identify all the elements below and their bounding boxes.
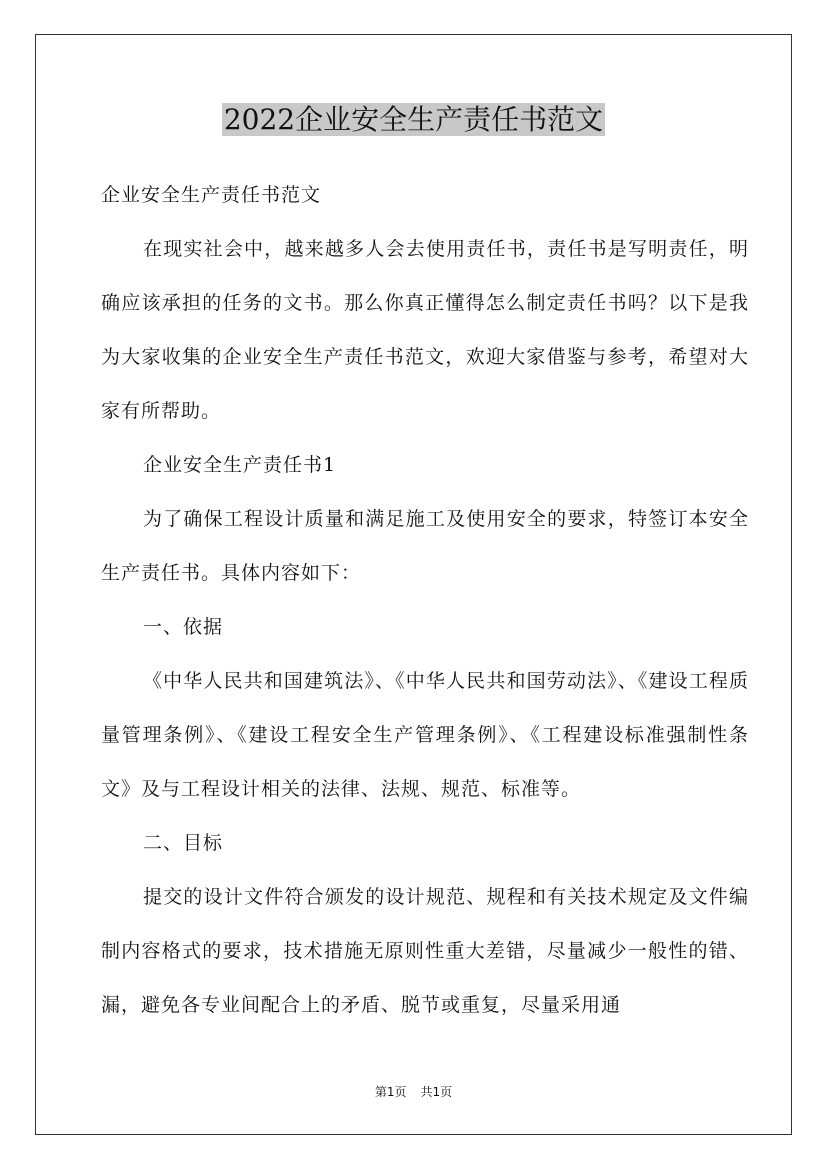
subtitle-paragraph: 企业安全生产责任书范文 xyxy=(101,184,322,206)
page-total: 共1页 xyxy=(420,1085,453,1099)
document-title xyxy=(0,100,827,140)
page-footer xyxy=(0,1083,827,1100)
intro-paragraph: 在现实社会中，越来越多人会去使用责任书，责任书是写明责任，明确应该承担的任务的文书。那么你真正懂得怎么制定责任书吗？以下是我为大家收集的企业安全生产责任书范文，欢迎大家借鉴与参考，希望对大家有所帮助。 xyxy=(101,238,749,422)
body-paragraph: 为了确保工程设计质量和满足施工及使用安全的要求，特签订本安全生产责任书。具体内容如下： xyxy=(101,508,749,584)
page-number: 第1页 xyxy=(374,1085,407,1099)
document-title-text: 2022企业安全生产责任书范文 xyxy=(223,103,604,136)
body-paragraph: 提交的设计文件符合颁发的设计规范、规程和有关技术规定及文件编制内容格式的要求，技术措施无原则性重大差错，尽量减少一般性的错、漏，避免各专业间配合上的矛盾、脱节或重复，尽量采用通 xyxy=(101,886,749,1016)
document-body xyxy=(101,168,749,1032)
section-heading: 企业安全生产责任书1 xyxy=(143,454,337,476)
section-heading: 二、目标 xyxy=(143,832,224,854)
section-heading: 一、依据 xyxy=(143,616,224,638)
body-paragraph: 《中华人民共和国建筑法》、《中华人民共和国劳动法》、《建设工程质量管理条例》、《建设工程安全生产管理条例》、《工程建设标准强制性条文》及与工程设计相关的法律、法规、规范、标准等。 xyxy=(101,670,749,800)
